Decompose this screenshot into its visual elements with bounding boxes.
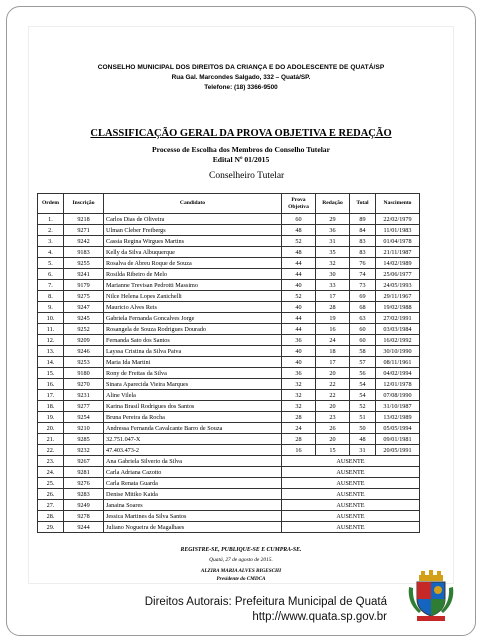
candidate-name-cell: Gabriela Fernanda Goncalves Jorge [104, 313, 282, 324]
total-score-cell: 56 [350, 368, 376, 379]
municipal-coat-of-arms-icon [403, 567, 459, 623]
objective-score-cell: 36 [282, 335, 316, 346]
candidate-name-cell: Juliano Nogueira de Magalhaes [104, 522, 282, 533]
birthdate-cell: 24/05/1993 [376, 280, 420, 291]
registration-cell: 9247 [64, 302, 104, 313]
rank-cell: 24. [38, 467, 64, 478]
essay-score-cell: 32 [316, 258, 350, 269]
birthdate-cell: 13/02/1989 [376, 412, 420, 423]
objective-score-cell: 44 [282, 313, 316, 324]
candidate-name-cell: 47.403.473-2 [104, 445, 282, 456]
birthdate-cell: 03/03/1984 [376, 324, 420, 335]
candidate-name-cell: Marianne Trevisan Pedrotti Massimo [104, 280, 282, 291]
absent-status-cell: AUSENTE [282, 489, 420, 500]
objective-score-cell: 48 [282, 225, 316, 236]
objective-score-cell: 40 [282, 357, 316, 368]
table-row [38, 423, 420, 434]
rank-cell: 28. [38, 511, 64, 522]
classification-table [37, 193, 420, 533]
table-row [38, 346, 420, 357]
table-header-row [38, 194, 420, 214]
candidate-name-cell: Nilce Helena Lopes Zanichelli [104, 291, 282, 302]
table-row [38, 511, 420, 522]
essay-score-cell: 17 [316, 357, 350, 368]
rank-cell: 4. [38, 247, 64, 258]
candidate-name-cell: Layssa Cristina da Silva Paiva [104, 346, 282, 357]
column-header: Inscrição [64, 194, 104, 214]
rank-cell: 7. [38, 280, 64, 291]
rank-cell: 3. [38, 236, 64, 247]
absent-status-cell: AUSENTE [282, 522, 420, 533]
absent-status-cell: AUSENTE [282, 456, 420, 467]
candidate-name-cell: Mauricio Alves Reis [104, 302, 282, 313]
objective-score-cell: 16 [282, 445, 316, 456]
birthdate-cell: 20/05/1991 [376, 445, 420, 456]
registration-cell: 9210 [64, 423, 104, 434]
birthdate-cell: 11/01/1983 [376, 225, 420, 236]
birthdate-cell: 14/02/1989 [376, 258, 420, 269]
total-score-cell: 58 [350, 346, 376, 357]
registration-cell: 9253 [64, 357, 104, 368]
total-score-cell: 60 [350, 324, 376, 335]
objective-score-cell: 40 [282, 346, 316, 357]
table-row [38, 478, 420, 489]
table-row [38, 302, 420, 313]
candidate-name-cell: Andressa Fernanda Cavalcante Barro de Souza [104, 423, 282, 434]
table-row [38, 324, 420, 335]
essay-score-cell: 20 [316, 368, 350, 379]
candidate-name-cell: Jessica Martines da Silva Santos [104, 511, 282, 522]
absent-status-cell: AUSENTE [282, 478, 420, 489]
objective-score-cell: 44 [282, 324, 316, 335]
birthdate-cell: 12/01/1978 [376, 379, 420, 390]
essay-score-cell: 28 [316, 302, 350, 313]
total-score-cell: 60 [350, 335, 376, 346]
edital-number: Edital Nº 01/2015 [212, 155, 270, 164]
birthdate-cell: 25/06/1977 [376, 269, 420, 280]
absent-status-cell: AUSENTE [282, 511, 420, 522]
essay-score-cell: 36 [316, 225, 350, 236]
rank-cell: 17. [38, 390, 64, 401]
candidate-name-cell: Ulman Cleber Freibergs [104, 225, 282, 236]
total-score-cell: 31 [350, 445, 376, 456]
essay-score-cell: 30 [316, 269, 350, 280]
essay-score-cell: 18 [316, 346, 350, 357]
essay-score-cell: 22 [316, 379, 350, 390]
rank-cell: 2. [38, 225, 64, 236]
total-score-cell: 63 [350, 313, 376, 324]
registration-cell: 9283 [64, 489, 104, 500]
registration-cell: 9209 [64, 335, 104, 346]
registration-cell: 9281 [64, 467, 104, 478]
table-row [38, 412, 420, 423]
column-header: Candidato [104, 194, 282, 214]
table-row [38, 379, 420, 390]
table-row [38, 368, 420, 379]
essay-score-cell: 26 [316, 423, 350, 434]
candidate-name-cell: Carla Renata Guarda [104, 478, 282, 489]
candidate-name-cell: Ana Gabriela Silverio da Silva [104, 456, 282, 467]
absent-status-cell: AUSENTE [282, 467, 420, 478]
rank-cell: 13. [38, 346, 64, 357]
table-row [38, 291, 420, 302]
candidate-name-cell: Carla Adriana Cazotto [104, 467, 282, 478]
rank-cell: 5. [38, 258, 64, 269]
rank-cell: 18. [38, 401, 64, 412]
candidate-name-cell: Carlos Dias de Oliveira [104, 214, 282, 225]
essay-score-cell: 33 [316, 280, 350, 291]
table-row [38, 335, 420, 346]
birthdate-cell: 07/08/1990 [376, 390, 420, 401]
column-header: Total [350, 194, 376, 214]
objective-score-cell: 28 [282, 412, 316, 423]
essay-score-cell: 29 [316, 214, 350, 225]
registration-cell: 9278 [64, 511, 104, 522]
total-score-cell: 54 [350, 379, 376, 390]
essay-score-cell: 20 [316, 401, 350, 412]
birthdate-cell: 31/10/1987 [376, 401, 420, 412]
essay-score-cell: 31 [316, 236, 350, 247]
objective-score-cell: 48 [282, 247, 316, 258]
candidate-name-cell: Aline Vilela [104, 390, 282, 401]
candidate-name-cell: Sinara Aparecida Vieira Marques [104, 379, 282, 390]
organization-name: CONSELHO MUNICIPAL DOS DIREITOS DA CRIANÇA E DO ADOLESCENTE DE QUATÁ/SP [97, 64, 385, 71]
total-score-cell: 74 [350, 269, 376, 280]
footer-order-text: REGISTRE-SE, PUBLIQUE-SE E CUMPRA-SE. [180, 547, 302, 553]
footer-date: Quatá, 27 de agosto de 2015. [209, 557, 273, 563]
essay-score-cell: 35 [316, 247, 350, 258]
total-score-cell: 84 [350, 225, 376, 236]
registration-cell: 9179 [64, 280, 104, 291]
rank-cell: 14. [38, 357, 64, 368]
essay-score-cell: 17 [316, 291, 350, 302]
candidate-name-cell: Bruna Pereira da Rocha [104, 412, 282, 423]
document-title: CLASSIFICAÇÃO GERAL DA PROVA OBJETIVA E REDAÇÃO [90, 128, 392, 139]
registration-cell: 9254 [64, 412, 104, 423]
registration-cell: 9285 [64, 434, 104, 445]
total-score-cell: 48 [350, 434, 376, 445]
birthdate-cell: 22/02/1979 [376, 214, 420, 225]
candidate-name-cell: Karina Brasil Rodrigues dos Santos [104, 401, 282, 412]
birthdate-cell: 04/02/1994 [376, 368, 420, 379]
registration-cell: 9241 [64, 269, 104, 280]
objective-score-cell: 40 [282, 302, 316, 313]
birthdate-cell: 08/11/1961 [376, 357, 420, 368]
position-name: Conselheiro Tutelar [209, 171, 285, 181]
registration-cell: 9276 [64, 478, 104, 489]
registration-cell: 9218 [64, 214, 104, 225]
image-frame [6, 6, 476, 636]
candidate-name-cell: 32.751.047-X [104, 434, 282, 445]
essay-score-cell: 15 [316, 445, 350, 456]
birthdate-cell: 30/10/1990 [376, 346, 420, 357]
registration-cell: 9249 [64, 500, 104, 511]
birthdate-cell: 29/11/1967 [376, 291, 420, 302]
candidate-name-cell: Rosilda Ribeiro de Melo [104, 269, 282, 280]
registration-cell: 9252 [64, 324, 104, 335]
total-score-cell: 73 [350, 280, 376, 291]
total-score-cell: 52 [350, 401, 376, 412]
essay-score-cell: 20 [316, 434, 350, 445]
column-header: Prova Objetiva [282, 194, 316, 214]
rank-cell: 22. [38, 445, 64, 456]
table-row [38, 467, 420, 478]
registration-cell: 9277 [64, 401, 104, 412]
table-row [38, 236, 420, 247]
birthdate-cell: 16/02/1992 [376, 335, 420, 346]
essay-score-cell: 19 [316, 313, 350, 324]
table-row [38, 357, 420, 368]
table-row [38, 500, 420, 511]
objective-score-cell: 60 [282, 214, 316, 225]
birthdate-cell: 21/11/1987 [376, 247, 420, 258]
rank-cell: 1. [38, 214, 64, 225]
total-score-cell: 50 [350, 423, 376, 434]
objective-score-cell: 52 [282, 236, 316, 247]
absent-status-cell: AUSENTE [282, 500, 420, 511]
column-header: Redação [316, 194, 350, 214]
objective-score-cell: 28 [282, 434, 316, 445]
candidate-name-cell: Fernanda Sato dos Santos [104, 335, 282, 346]
rank-cell: 11. [38, 324, 64, 335]
registration-cell: 9271 [64, 225, 104, 236]
table-row [38, 247, 420, 258]
classification-table-wrapper [37, 193, 420, 533]
rank-cell: 25. [38, 478, 64, 489]
table-row [38, 522, 420, 533]
birthdate-cell: 01/04/1978 [376, 236, 420, 247]
registration-cell: 9255 [64, 258, 104, 269]
birthdate-cell: 09/01/1981 [376, 434, 420, 445]
objective-score-cell: 52 [282, 291, 316, 302]
candidate-name-cell: Maria Ida Martini [104, 357, 282, 368]
essay-score-cell: 24 [316, 335, 350, 346]
rank-cell: 12. [38, 335, 64, 346]
registration-cell: 9244 [64, 522, 104, 533]
registration-cell: 9245 [64, 313, 104, 324]
table-body [38, 214, 420, 533]
copyright-text: Direitos Autorais: Prefeitura Municipal de Quatá [144, 596, 387, 608]
table-row [38, 445, 420, 456]
candidate-name-cell: Kelly da Silva Albuquerque [104, 247, 282, 258]
objective-score-cell: 40 [282, 280, 316, 291]
signatory-title: Presidente do CMDCA [216, 576, 266, 582]
essay-score-cell: 22 [316, 390, 350, 401]
total-score-cell: 83 [350, 236, 376, 247]
total-score-cell: 83 [350, 247, 376, 258]
rank-cell: 27. [38, 500, 64, 511]
registration-cell: 9275 [64, 291, 104, 302]
candidate-name-cell: Cassia Regina Wirgues Martins [104, 236, 282, 247]
objective-score-cell: 32 [282, 390, 316, 401]
candidate-name-cell: Rosalva de Abreu Roque de Souza [104, 258, 282, 269]
document-subtitle: Processo de Escolha dos Membros do Conselho Tutelar [152, 145, 330, 154]
total-score-cell: 89 [350, 214, 376, 225]
birthdate-cell: 27/02/1991 [376, 313, 420, 324]
rank-cell: 16. [38, 379, 64, 390]
rank-cell: 19. [38, 412, 64, 423]
candidate-name-cell: Rony de Freitas da Silva [104, 368, 282, 379]
table-row [38, 401, 420, 412]
table-row [38, 313, 420, 324]
rank-cell: 21. [38, 434, 64, 445]
candidate-name-cell: Janaina Soares [104, 500, 282, 511]
table-row [38, 214, 420, 225]
registration-cell: 9267 [64, 456, 104, 467]
objective-score-cell: 32 [282, 379, 316, 390]
registration-cell: 9180 [64, 368, 104, 379]
registration-cell: 9231 [64, 390, 104, 401]
table-row [38, 258, 420, 269]
copyright-url: http://www.quata.sp.gov.br [252, 611, 387, 623]
total-score-cell: 68 [350, 302, 376, 313]
table-row [38, 280, 420, 291]
table-row [38, 434, 420, 445]
objective-score-cell: 44 [282, 258, 316, 269]
rank-cell: 15. [38, 368, 64, 379]
objective-score-cell: 32 [282, 401, 316, 412]
registration-cell: 9183 [64, 247, 104, 258]
objective-score-cell: 36 [282, 368, 316, 379]
copyright-caption [117, 595, 387, 625]
total-score-cell: 76 [350, 258, 376, 269]
registration-cell: 9232 [64, 445, 104, 456]
rank-cell: 9. [38, 302, 64, 313]
column-header: Ordem [38, 194, 64, 214]
birthdate-cell: 05/05/1994 [376, 423, 420, 434]
candidate-name-cell: Denise Mitiko Kaida [104, 489, 282, 500]
registration-cell: 9270 [64, 379, 104, 390]
rank-cell: 8. [38, 291, 64, 302]
signatory-name: ALZIRA MARIA ALVES BIGESCHI [200, 568, 282, 574]
registration-cell: 9246 [64, 346, 104, 357]
rank-cell: 10. [38, 313, 64, 324]
table-row [38, 269, 420, 280]
rank-cell: 6. [38, 269, 64, 280]
total-score-cell: 69 [350, 291, 376, 302]
birthdate-cell: 19/02/1988 [376, 302, 420, 313]
rank-cell: 23. [38, 456, 64, 467]
table-row [38, 456, 420, 467]
table-row [38, 489, 420, 500]
essay-score-cell: 16 [316, 324, 350, 335]
rank-cell: 20. [38, 423, 64, 434]
rank-cell: 26. [38, 489, 64, 500]
table-row [38, 390, 420, 401]
organization-address: Rua Gal. Marcondes Salgado, 332 – Quatá/SP. [171, 74, 311, 81]
document-page [29, 27, 453, 583]
objective-score-cell: 24 [282, 423, 316, 434]
organization-phone: Telefone: (18) 3366-9500 [204, 84, 278, 91]
rank-cell: 29. [38, 522, 64, 533]
objective-score-cell: 44 [282, 269, 316, 280]
table-row [38, 225, 420, 236]
total-score-cell: 54 [350, 390, 376, 401]
candidate-name-cell: Rosangela de Souza Rodrigues Dourado [104, 324, 282, 335]
total-score-cell: 57 [350, 357, 376, 368]
essay-score-cell: 23 [316, 412, 350, 423]
total-score-cell: 51 [350, 412, 376, 423]
registration-cell: 9242 [64, 236, 104, 247]
column-header: Nascimento [376, 194, 420, 214]
